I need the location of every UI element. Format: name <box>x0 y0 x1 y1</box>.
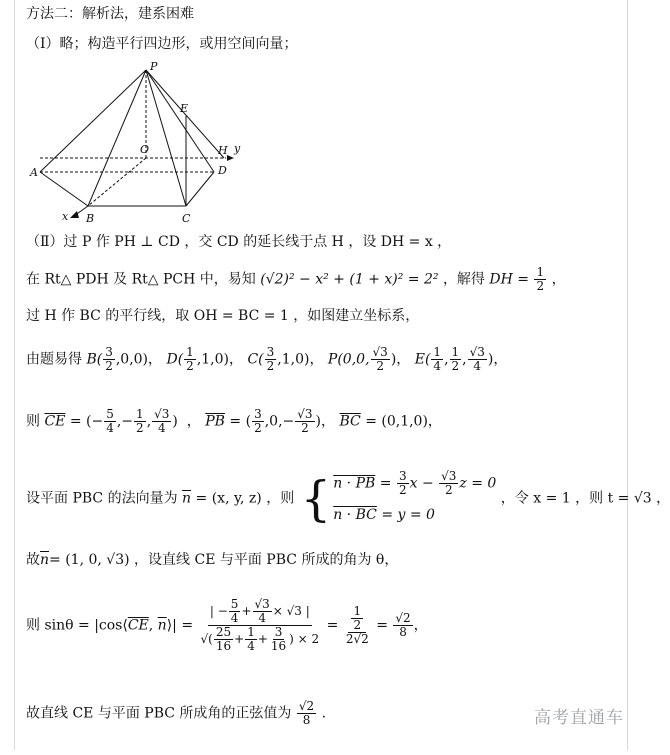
points-line: 由题易得 B( $\frac{3}{2}$ ,0,0)， D( $\frac{1}{2}$ ,1,0)， C( $\frac{3}{2}$ ,1,0)， P(0,0, $\frac{√3}{2}$ )， E( $\frac{1}{4}$ , $\frac{1}{2}$ , $\frac{√3}{4}$ )， <box>26 345 508 373</box>
watermark-text: 高考直通车 <box>534 708 624 728</box>
part1-text: （Ⅰ）略；构造平行四边形，或用空间向量； <box>26 36 298 52</box>
big-fraction: | − $\frac{5}{4}$ + $\frac{√3}{4}$ × √3 | √( $\frac{25}{16}$ + $\frac{1}{4}$ + $\frac{3}{16}$ ) × 2 <box>200 597 320 653</box>
normal-vector-line: 设平面 PBC 的法向量为 $\overline{n} = (x$, y, z) ，则 { $n \cdot \overline{PB}$ = $\frac{3}{2}$ x − $\frac{√3}{2}$ z = 0 $n \cdot \overline{BC} = y = 0$ ，令 x = 1 ，则 t = √3 ， <box>26 469 670 527</box>
points-prefix: 由题易得 <box>26 351 82 368</box>
rt-suffix: ，解得 <box>442 271 485 288</box>
method-title: 方法二：解析法，建系困难 <box>26 6 194 22</box>
vectors-line: 则 $\overline{CE}$ = (− $\frac{5}{4}$ ,− $\frac{1}{2}$ , $\frac{√3}{4}$ ) ， $\overline{PB}$ = ( $\frac{3}{2}$ ,0,− $\frac{√3}{2}$ )， $\overline{BC} = (0,1,0)$， <box>26 407 442 435</box>
axis-setup-line: 过 H 作 BC 的平行线，取 OH = BC = 1 ，如图建立坐标系， <box>26 308 420 324</box>
rt-equation: (√2)² − x² + (1 + x)² = 2² <box>260 271 439 288</box>
pyramid-diagram <box>30 60 270 228</box>
label-d: D <box>218 164 227 177</box>
label-h: H <box>218 144 228 157</box>
edge-pc <box>146 70 189 206</box>
edge-pd <box>146 70 214 172</box>
equation-system: { $n \cdot \overline{PB}$ = $\frac{3}{2}$ x − $\frac{√3}{2}$ z = 0 $n \cdot \overline{BC} = y = 0$ <box>300 469 497 527</box>
label-o: O <box>140 143 150 156</box>
y-axis-arrow <box>227 155 234 161</box>
vector-pb: $\overline{PB}$ <box>205 413 225 430</box>
edge-cd <box>186 172 214 206</box>
part2-intro: （Ⅱ）过 P 作 PH ⊥ CD ，交 CD 的延长线于点 H ，设 DH = x ， <box>26 234 452 250</box>
label-c: C <box>182 212 191 225</box>
label-b: B <box>86 212 95 225</box>
edge-pa <box>40 70 146 172</box>
label-p: P <box>150 60 158 73</box>
label-a: A <box>30 166 38 179</box>
edge-pb <box>88 70 146 206</box>
dh-label: DH = <box>489 271 530 288</box>
edge-ob <box>88 158 146 206</box>
answer-line: 故直线 CE 与平面 PBC 所成角的正弦值为 $\frac{√2}{8}$ . <box>26 699 327 727</box>
edge-ab <box>40 172 88 206</box>
label-x: x <box>62 210 69 223</box>
rt-prefix: 在 Rt△ PDH 及 Rt△ PCH 中，易知 <box>26 271 256 288</box>
sin-theta-line: 则 $\sin\theta = |\cos⟨\overline{CE}$, $\overline{n}⟩|$ = | − $\frac{5}{4}$ + $\frac{√3}{4}$ × √3 | √( $\frac{25}{16}$ + $\frac{1}{4}$ + $\frac{3}{16}$ ) × 2 = $\frac{\frac{1}{2}}{2√2}$ = $\frac{√2}{8}$ ， <box>26 597 428 653</box>
half-over-root: $\frac{\frac{1}{2}}{2√2}$ <box>345 604 369 646</box>
label-y: y <box>234 142 241 155</box>
rt-triangle-line: 在 Rt△ PDH 及 Rt△ PCH 中，易知 (√2)² − x² + (1 + x)² = 2² ，解得 DH = $\frac{1}{2}$ ， <box>26 265 566 293</box>
dh-fraction: $\frac{1}{2}$ <box>536 265 545 293</box>
vector-bc: $\overline{BC}$ <box>339 413 361 430</box>
n-result-line: 故$\overline{n}= (1$, 0, √3) ，设直线 CE 与平面 PBC 所成的角为 θ， <box>26 552 399 568</box>
label-e: E <box>180 102 189 115</box>
x-axis-arrow <box>70 211 79 218</box>
vector-ce: $\overline{CE}$ <box>44 413 66 430</box>
